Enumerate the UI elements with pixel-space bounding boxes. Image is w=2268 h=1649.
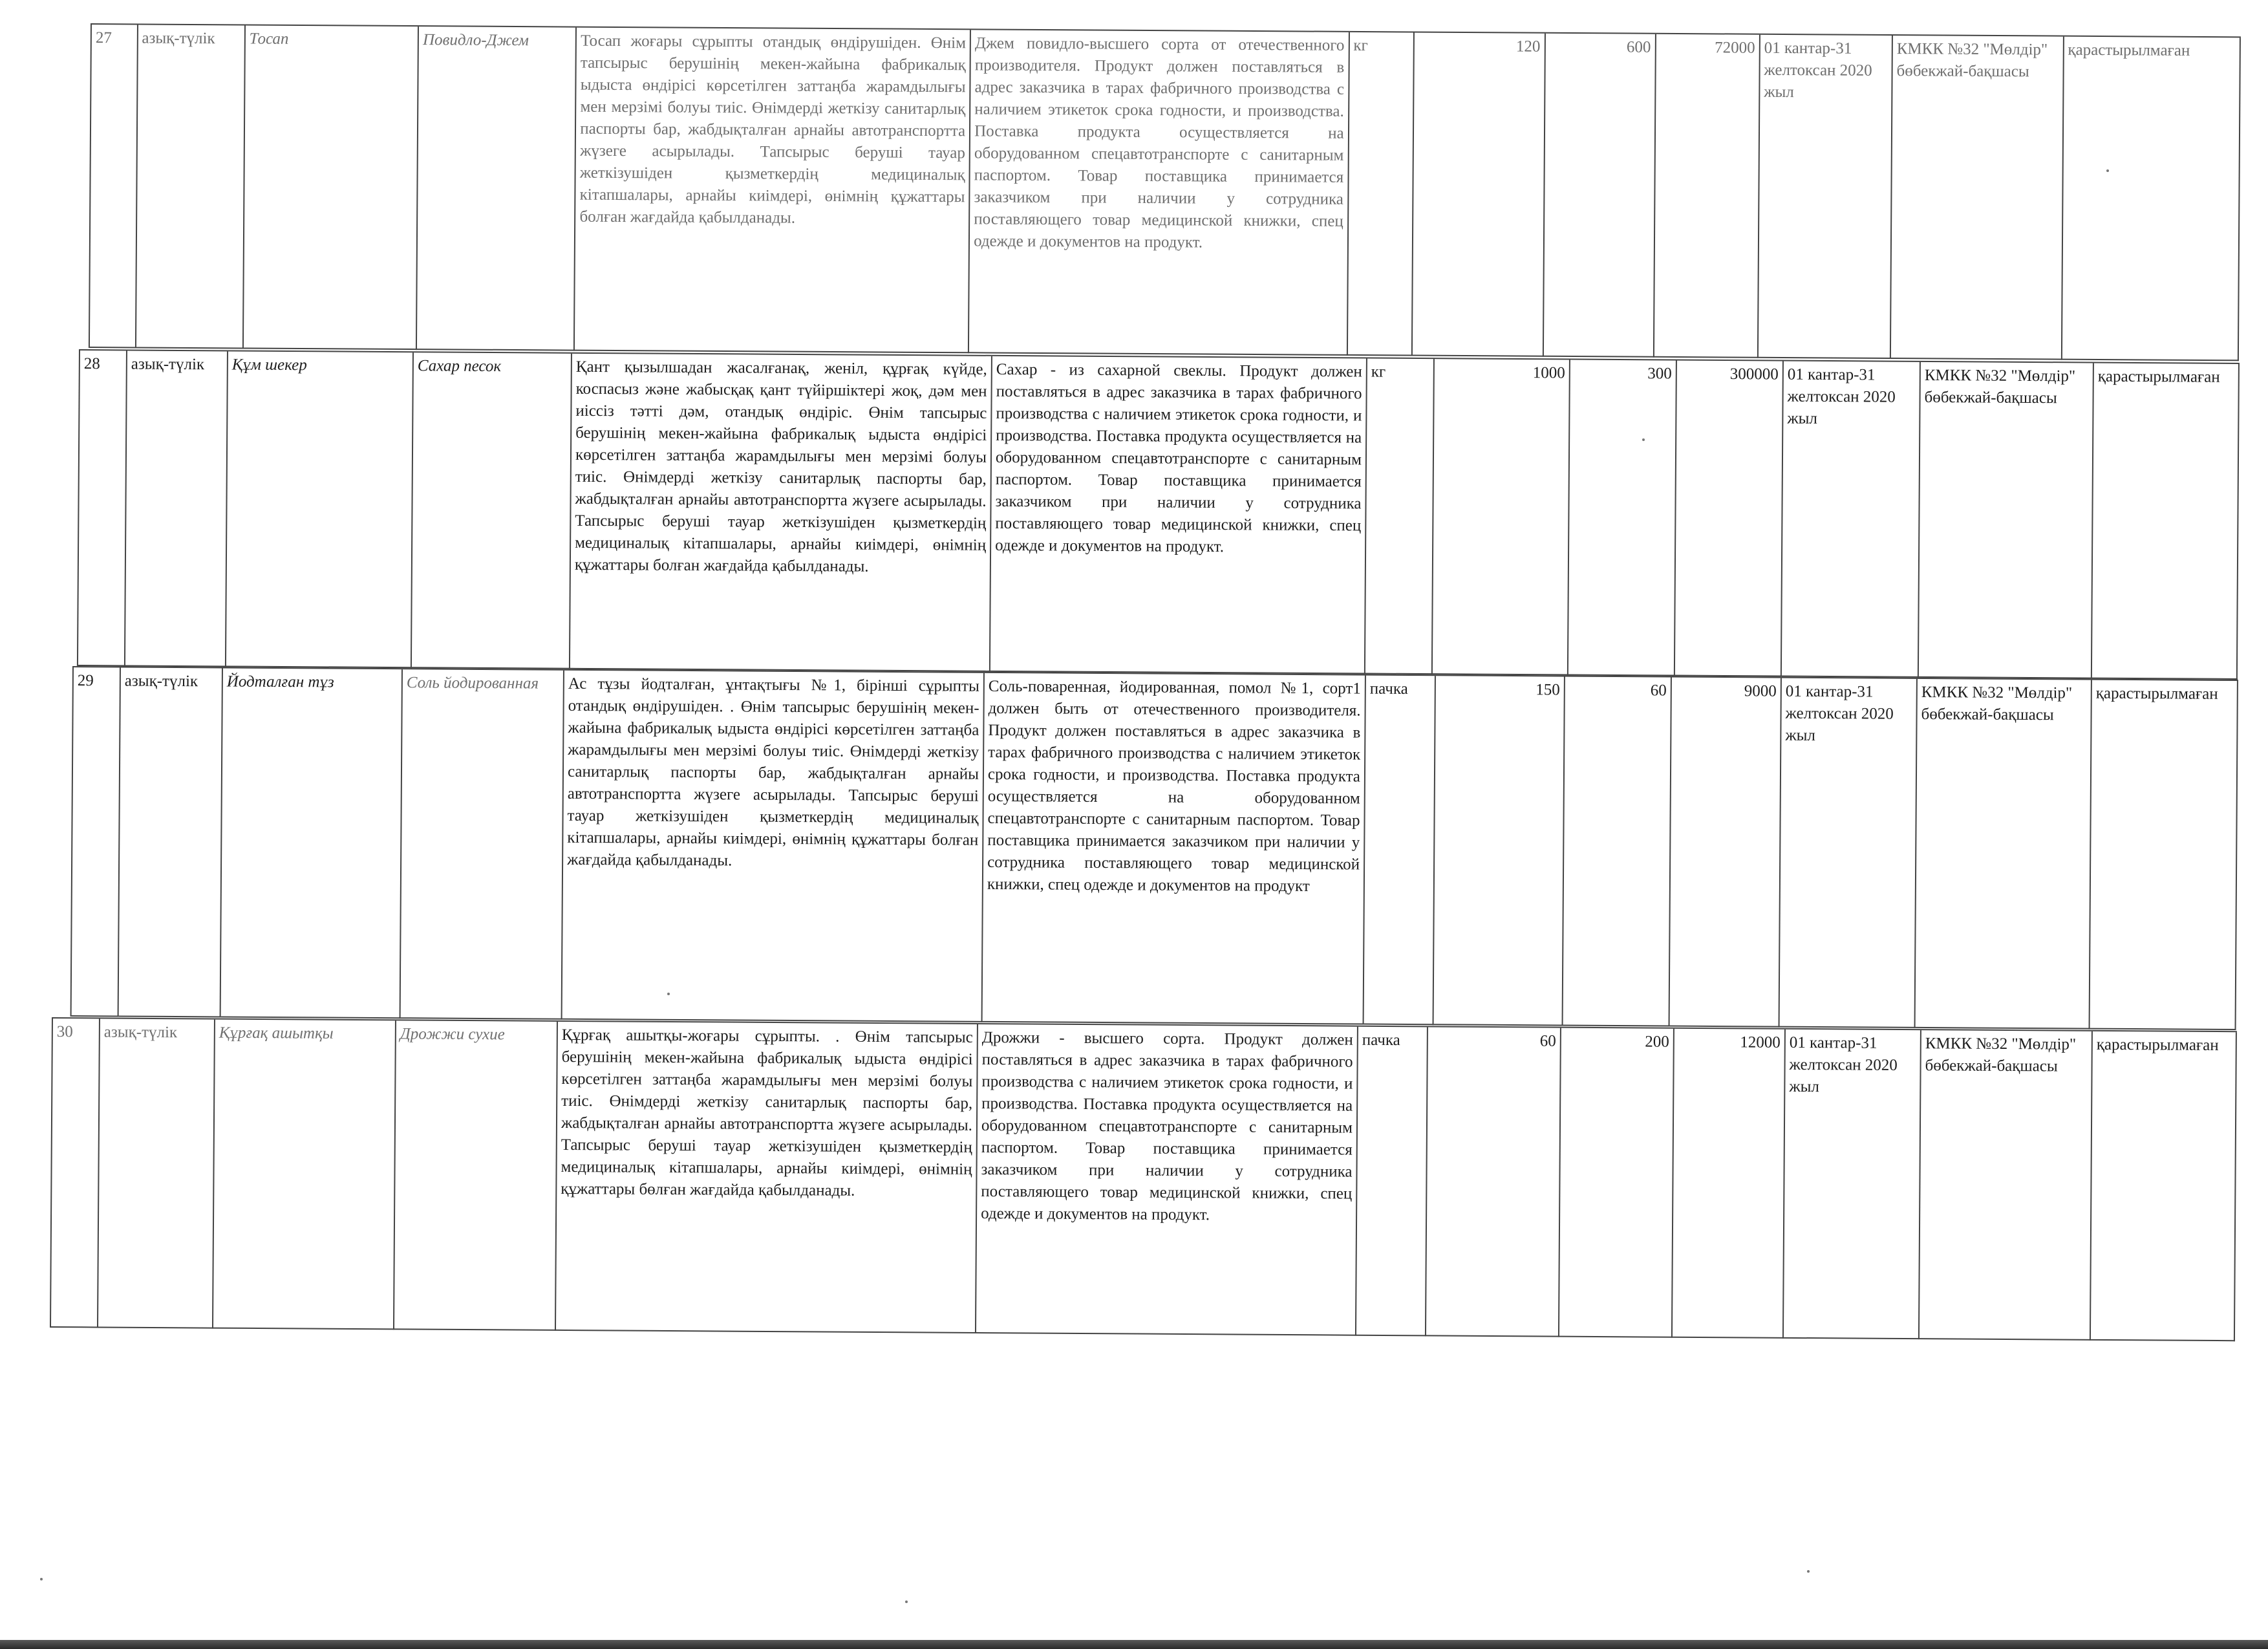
sum-cell: 9000 <box>1670 678 1782 1028</box>
category-cell: азық-түлік <box>136 25 245 349</box>
product-name-kz: Құрғақ ашытқы <box>213 1020 396 1330</box>
delivery-period-cell: 01 кантар-31 желтоксан 2020 жыл <box>1780 678 1918 1028</box>
price-cell: 600 <box>1543 34 1656 358</box>
scanner-edge-shadow <box>0 1640 2268 1649</box>
table-row <box>77 349 2240 680</box>
table-row <box>50 1017 2237 1341</box>
scan-speck <box>905 1600 908 1603</box>
product-name-kz: Құм шекер <box>226 351 414 668</box>
product-name-ru: Повидло-Джем <box>417 27 577 350</box>
row-number: 27 <box>90 25 138 348</box>
product-name-ru: Дрожжи сухие <box>394 1020 558 1331</box>
description-kz: Құрғақ ашытқы-жоғары сұрыпты. . Өнім тапсырыс берушінің мекен-жайына фабрикалық ыдыста өндірісі көрсетілген заттаңба жарамдылығы мен мерзімі болуы тиіс. Өнімдерді жеткізу санитарлық паспорты бар, жабдықталған арнайы автотранспортта жүзеге асырылады. Тапсырыс беруші тауар жеткізушіден қызметкердің медициналық кітапшалары, арнайы киімдері, өнімнің құжаттары бөлған жағдайда қабылданады. <box>556 1022 978 1333</box>
status-cell: қарастырылмаған <box>2092 363 2240 680</box>
description-kz: Қант қызылшадан жасалғанақ, женіл, құрғақ күйде, коспасыз және жабысқақ қант түйіршіктері жоқ, дәм мен иіссіз тәтті дәм, отандық өндіріс. Өнім тапсырыс берушінің мекен-жайына фабрикалық ыдыста өндірісі көрсетілген заттаңба жарамдылығы мен мерзімі болуы тиіс. Өнімдерді жеткізу санитарлық паспорты бар, жабдықталған арнайы автотранспортта жүзеге асырылады. Тапсырыс беруші тауар жеткізушіден қызметкердің медициналық кітапшалары, арнайы киімдері, өнімнің құжаттары болған жағдайда қабылданады. <box>570 354 992 672</box>
delivery-period-cell: 01 кантар-31 желтоксан 2020 жыл <box>1784 1029 1921 1339</box>
description-ru: Соль-поваренная, йодированная, помол №1, сорт1 должен быть от отечественного производителя. Продукт должен поставляться в адрес заказчика в тарах фабричного производства с наличием этикеток срока годности, и производства. Поставка продукта осуществляется на оборудованном спецавтотранспорте с санитарным паспортом. Товар поставщика принимается заказчиком при наличии у сотрудника поставляющего товар медицинской книжки, спец одежде и документов на продукт <box>983 673 1366 1025</box>
sum-cell: 12000 <box>1673 1029 1786 1339</box>
price-cell: 60 <box>1563 677 1672 1027</box>
product-name-kz: Тосап <box>244 25 420 350</box>
customer-cell: КМКК №32 "Мөлдір" бөбекжай-бақшасы <box>1916 679 2092 1029</box>
quantity-cell: 1000 <box>1433 359 1570 675</box>
customer-cell: КМКК №32 "Мөлдір" бөбекжай-бақшасы <box>1920 1030 2093 1341</box>
product-name-kz: Йодталған тұз <box>221 668 403 1018</box>
row-number: 30 <box>51 1018 100 1328</box>
sum-cell: 72000 <box>1654 34 1760 358</box>
status-cell: қарастырылмаған <box>2090 680 2238 1030</box>
category-cell: азық-түлік <box>119 667 223 1017</box>
description-kz: Тосап жоғары сұрыпты отандық өндірушіден. Өнім тапсырыс берушінің мекен-жайына фабрикалық ыдыста өндірісі көрсетілген заттаңба жарамдылығы мен мерзімі болуы тиіс. Өнімдерді жеткізу санитарлық паспорты бар, жабдықталған арнайы автотранспортта жүзеге асырылады. Тапсырыс беруші тауар жеткізушіден қызметкердің медициналық кітапшалары, арнайы киімдері, өнімнің құжаттары болған жағдайда қабылданады. <box>575 28 971 354</box>
row-number: 29 <box>72 667 121 1017</box>
scan-speck <box>40 1578 43 1580</box>
description-kz: Ас тұзы йодталған, ұнтақтығы №1, бірінші сұрыпты отандық өндірушіден. . Өнім тапсырыс берушінің мекен-жайына фабрикалық ыдыста өндірісі көрсетілген заттаңба жарамдылығы мен мерзімі болуы тиіс. Өнімдерді жеткізу санитарлық паспорты бар, жабдықталған арнайы автотранспортта жүзеге асырылады. Тапсырыс беруші тауар жеткізушіден қызметкердің медициналық кітапшалары, арнайы киімдері, өнімнің құжаттары болған жағдайда қабылданады. <box>562 671 985 1022</box>
quantity-cell: 150 <box>1434 676 1565 1026</box>
price-cell: 300 <box>1568 360 1677 676</box>
quantity-cell: 120 <box>1413 33 1545 357</box>
price-cell: 200 <box>1559 1028 1674 1338</box>
sum-cell: 300000 <box>1675 361 1784 677</box>
unit-cell: кг <box>1347 32 1415 356</box>
status-cell: қарастырылмаған <box>2091 1031 2237 1341</box>
description-ru: Дрожжи - высшего сорта. Продукт должен поставляться в адрес заказчика в тарах фабричного производства с наличием этикеток срока годности, и производства. Поставка продукта осуществляется на оборудованном спецавтотранспорте с санитарным паспортом. Товар поставщика принимается заказчиком при наличии у сотрудника поставляющего товар медицинской книжки, спец одежде и документов на продукт. <box>976 1024 1358 1336</box>
unit-cell: пачка <box>1356 1027 1428 1337</box>
product-name-ru: Соль йодированная <box>401 669 564 1020</box>
status-cell: қарастырылмаған <box>2062 37 2240 361</box>
category-cell: азық-түлік <box>125 350 228 667</box>
category-cell: азық-түлік <box>98 1018 215 1328</box>
unit-cell: пачка <box>1364 676 1436 1026</box>
customer-cell: КМКК №32 "Мөлдір" бөбекжай-бақшасы <box>1891 36 2064 360</box>
delivery-period-cell: 01 кантар-31 желтоксан 2020 жыл <box>1759 35 1893 359</box>
scan-speck <box>667 993 670 995</box>
scan-speck <box>1807 1570 1810 1573</box>
row-number: 28 <box>78 350 127 666</box>
scan-speck <box>1642 438 1645 441</box>
customer-cell: КМКК №32 "Мөлдір" бөбекжай-бақшасы <box>1919 362 2094 679</box>
scan-speck <box>2106 169 2109 172</box>
table-row <box>70 666 2238 1030</box>
delivery-period-cell: 01 кантар-31 желтоксан 2020 жыл <box>1782 361 1921 678</box>
description-ru: Джем повидло-высшего сорта от отечественного производителя. Продукт должен поставляться в адрес заказчика в тарах фабричного производства с наличием этикеток срока годности, и производства. Поставка продукта осуществляется на оборудованном спецавтотранспорте с санитарным паспортом. Товар поставщика принимается заказчиком при наличии у сотрудника поставляющего товар медицинской книжки, спец одежде и документов на продукт. <box>969 30 1349 356</box>
quantity-cell: 60 <box>1426 1027 1561 1337</box>
description-ru: Сахар - из сахарной свеклы. Продукт должен поставляться в адрес заказчика в тарах фабричного производства с наличием этикеток срока годности, и производства. Поставка продукта осуществляется на оборудованном спецавтотранспорте с санитарным паспортом. Товар поставщика принимается заказчиком при наличии у сотрудника поставляющего товар медицинской книжки, спец одежде и документов на продукт. <box>990 356 1367 674</box>
unit-cell: кг <box>1365 359 1435 675</box>
table-row <box>89 23 2241 361</box>
product-name-ru: Сахар песок <box>412 352 572 669</box>
